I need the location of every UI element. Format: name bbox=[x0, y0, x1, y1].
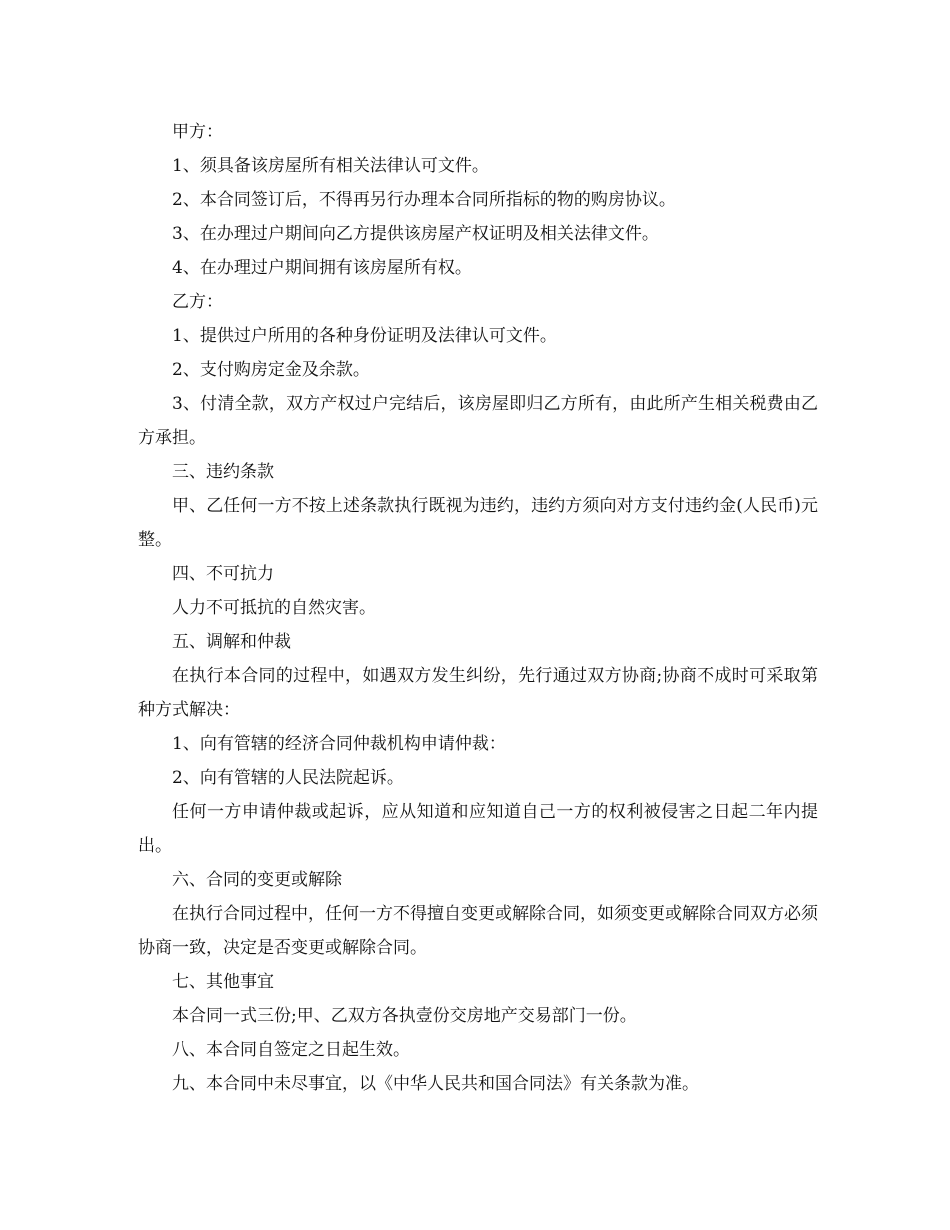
section-change-heading: 六、合同的变更或解除 bbox=[172, 870, 342, 890]
party-a-item-2: 2、本合同签订后，不得再另行办理本合同所指标的物的购房协议。 bbox=[172, 190, 676, 210]
section-force-majeure-heading: 四、不可抗力 bbox=[172, 564, 274, 584]
party-a-item-3: 3、在办理过户期间向乙方提供该房屋产权证明及相关法律文件。 bbox=[172, 224, 659, 244]
party-b-item-3: 3、付清全款，双方产权过户完结后，该房屋即归乙方所有，由此所产生相关税费由乙方承担。 bbox=[138, 394, 818, 448]
party-a-heading: 甲方： bbox=[172, 122, 223, 142]
section-arbitration-item-2: 2、向有管辖的人民法院起诉。 bbox=[172, 768, 404, 788]
section-force-majeure-text: 人力不可抵抗的自然灾害。 bbox=[172, 598, 376, 618]
party-a-item-4: 4、在办理过户期间拥有该房屋所有权。 bbox=[172, 258, 472, 278]
party-a-item-1: 1、须具备该房屋所有相关法律认可文件。 bbox=[172, 156, 489, 176]
section-arbitration-item-1: 1、向有管辖的经济合同仲裁机构申请仲裁： bbox=[172, 734, 506, 754]
section-arbitration-deadline: 任何一方申请仲裁或起诉，应从知道和应知道自己一方的权利被侵害之日起二年内提出。 bbox=[138, 802, 818, 856]
party-b-item-1: 1、提供过户所用的各种身份证明及法律认可文件。 bbox=[172, 326, 557, 346]
section-arbitration-text: 在执行本合同的过程中，如遇双方发生纠纷，先行通过双方协商;协商不成时可采取第种方式解决： bbox=[138, 666, 818, 720]
contract-body bbox=[138, 115, 818, 1101]
section-breach-heading: 三、违约条款 bbox=[172, 462, 274, 482]
party-b-heading: 乙方： bbox=[172, 292, 223, 312]
section-change-text: 在执行合同过程中，任何一方不得擅自变更或解除合同，如须变更或解除合同双方必须协商一致，决定是否变更或解除合同。 bbox=[138, 904, 818, 958]
section-other-heading: 七、其他事宜 bbox=[172, 972, 274, 992]
section-governing-law: 九、本合同中未尽事宜，以《中华人民共和国合同法》有关条款为准。 bbox=[172, 1074, 699, 1094]
section-arbitration-heading: 五、调解和仲裁 bbox=[172, 632, 291, 652]
party-b-item-2: 2、支付购房定金及余款。 bbox=[172, 360, 370, 380]
section-effective-date: 八、本合同自签定之日起生效。 bbox=[172, 1040, 410, 1060]
section-breach-text: 甲、乙任何一方不按上述条款执行既视为违约，违约方须向对方支付违约金(人民币)元整。 bbox=[138, 496, 818, 550]
section-other-text: 本合同一式三份;甲、乙双方各执壹份交房地产交易部门一份。 bbox=[172, 1006, 637, 1026]
